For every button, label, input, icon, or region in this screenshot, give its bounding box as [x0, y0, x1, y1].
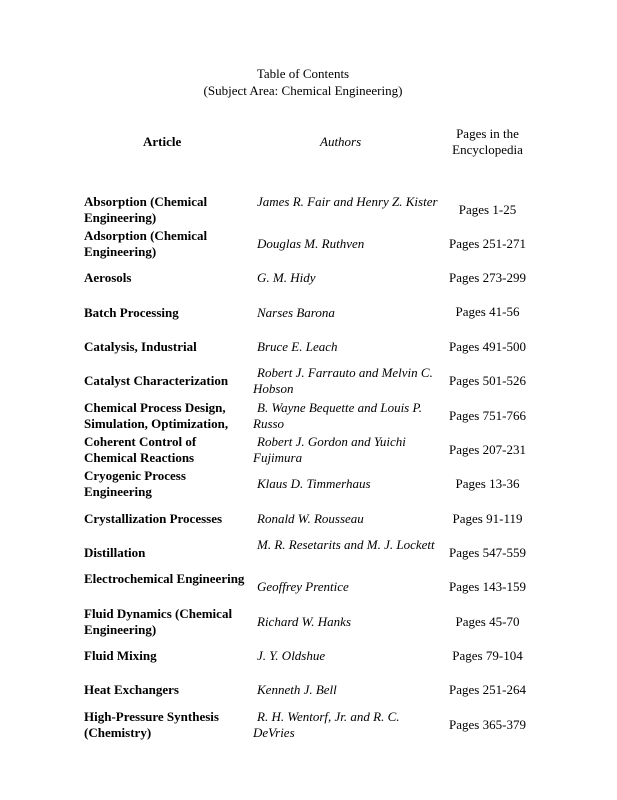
row-pages: Pages 547-559 — [449, 545, 526, 560]
row-authors: Kenneth J. Bell — [257, 682, 337, 697]
row-article: Absorption (Chemical Engineering) — [84, 194, 208, 225]
row-article: Distillation — [84, 545, 146, 560]
row-pages: Pages 751-766 — [449, 408, 526, 423]
row-pages: Pages 491-500 — [449, 339, 526, 354]
row-authors: Geoffrey Prentice — [257, 579, 349, 594]
row-pages: Pages 251-271 — [449, 236, 526, 251]
row-pages: Pages 207-231 — [449, 442, 526, 457]
row-authors: Robert J. Gordon and Yuichi Fujimura — [253, 434, 406, 465]
row-authors: Narses Barona — [257, 305, 335, 320]
row-authors: James R. Fair and Henry Z. Kister — [257, 194, 438, 209]
row-article: Cryogenic Process Engineering — [84, 468, 186, 499]
row-article: Catalyst Characterization — [84, 373, 229, 388]
document-subtitle: (Subject Area: Chemical Engineering) — [203, 83, 403, 98]
row-authors: R. H. Wentorf, Jr. and R. C. DeVries — [253, 709, 400, 740]
row-pages: Pages 273-299 — [449, 270, 526, 285]
row-article: High-Pressure Synthesis (Chemistry) — [84, 709, 219, 740]
row-article: Chemical Process Design, Simulation, Optimization, — [84, 400, 229, 431]
header-authors: Authors — [320, 134, 362, 149]
row-pages: Pages 79-104 — [452, 648, 523, 663]
row-authors: Ronald W. Rousseau — [257, 511, 364, 526]
row-pages: Pages 41-56 — [455, 304, 520, 319]
row-article: Electrochemical Engineering — [84, 571, 245, 586]
row-pages: Pages 501-526 — [449, 373, 526, 388]
row-article: Batch Processing — [84, 305, 179, 320]
row-authors: Richard W. Hanks — [257, 614, 352, 629]
row-authors: Bruce E. Leach — [257, 339, 338, 354]
row-pages: Pages 1-25 — [458, 202, 517, 217]
row-pages: Pages 13-36 — [455, 476, 520, 491]
header-article: Article — [143, 134, 182, 149]
row-pages: Pages 143-159 — [449, 579, 526, 594]
row-authors: G. M. Hidy — [257, 270, 316, 285]
row-article: Crystallization Processes — [84, 511, 223, 526]
row-authors: B. Wayne Bequette and Louis P. Russo — [253, 400, 423, 431]
row-authors: J. Y. Oldshue — [257, 648, 326, 663]
title-block — [0, 65, 606, 99]
row-pages: Pages 251-264 — [449, 682, 526, 697]
row-article: Fluid Mixing — [84, 648, 157, 663]
row-pages: Pages 91-119 — [452, 511, 523, 526]
header-pages — [440, 126, 535, 158]
row-authors: Klaus D. Timmerhaus — [257, 476, 371, 491]
row-article: Heat Exchangers — [84, 682, 179, 697]
row-pages: Pages 45-70 — [455, 614, 520, 629]
header-pages-line1: Pages in the — [456, 126, 519, 141]
header-pages-line2: Encyclopedia — [452, 142, 523, 157]
document-title: Table of Contents — [256, 66, 350, 81]
row-article: Adsorption (Chemical Engineering) — [84, 228, 208, 259]
row-article: Fluid Dynamics (Chemical Engineering) — [84, 606, 233, 637]
row-article: Catalysis, Industrial — [84, 339, 197, 354]
row-article: Aerosols — [84, 270, 132, 285]
row-authors: M. R. Resetarits and M. J. Lockett — [257, 537, 435, 552]
row-pages: Pages 365-379 — [449, 717, 526, 732]
row-authors: Douglas M. Ruthven — [257, 236, 365, 251]
row-authors: Robert J. Farrauto and Melvin C. Hobson — [253, 365, 433, 396]
row-article: Coherent Control of Chemical Reactions — [84, 434, 197, 465]
